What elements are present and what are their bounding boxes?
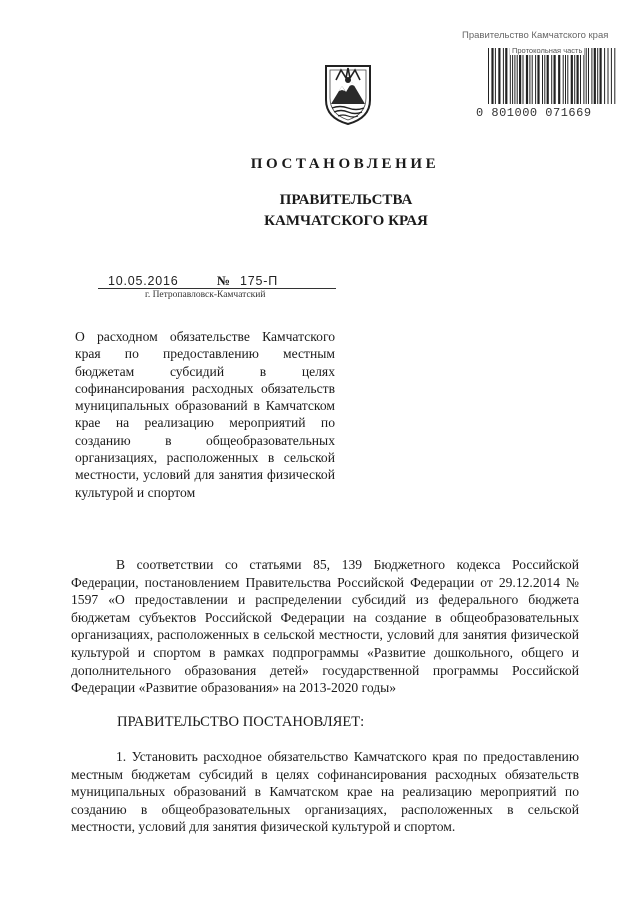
date-underline — [98, 288, 336, 289]
barcode-digits: 0 801000 071669 — [476, 106, 592, 120]
registration-header: Правительство Камчатского края — [462, 30, 609, 41]
doc-type-title: ПОСТАНОВЛЕНИЕ — [250, 156, 440, 172]
decree-heading: ПРАВИТЕЛЬСТВО ПОСТАНОВЛЯЕТ: — [117, 714, 365, 730]
number-label: № — [217, 273, 231, 288]
authority-line-2: КАМЧАТСКОГО КРАЯ — [264, 213, 428, 229]
issuing-authority — [0, 190, 640, 232]
barcode-icon — [486, 48, 618, 104]
authority-line-1: ПРАВИТЕЛЬСТВА — [279, 192, 413, 208]
preamble-paragraph: В соответствии со статьями 85, 139 Бюджетного кодекса Российской Федерации, постановлением Правительства Российской Федерации от 29.12.2014 № 1597 «О предоставлении и распределении субсидий из федерального бюджета бюджетам субъектов Российской Федерации на создание в общеобразовательных организациях, расположенных в сельской местности, условий для занятия физической культурой и спортом в рамках подпрограммы «Развитие дошкольного, общего и дополнительного образования детей» государственной программы Российской Федерации «Развитие образования» на 2013-2020 годы» — [71, 557, 579, 696]
document-subject: О расходном обязательстве Камчатского края по предоставлению местным бюджетам субсидий в целях софинансирования расходных обязательств муниципальных образований в Камчатском крае на реализацию мероприятий по созданию в общеобразовательных организациях, расположенных в сельской местности, условий для занятия физической культурой и спортом — [75, 329, 335, 500]
barcode — [486, 46, 618, 106]
kamchatka-coat-of-arms-icon — [322, 62, 374, 126]
document-date: 10.05.2016 — [108, 274, 179, 288]
issue-place: г. Петропавловск-Камчатский — [145, 290, 266, 300]
registration-sub-label: Протокольная часть — [512, 46, 583, 55]
document-number: 175-П — [240, 274, 279, 288]
clause-1-paragraph: 1. Установить расходное обязательство Камчатского края по предоставлению местным бюджетам субсидий в целях софинансирования расходных обязательств муниципальных образований в Камчатском крае на реализацию мероприятий по созданию в общеобразовательных организациях, расположенных в сельской местности, условий для занятия физической культурой и спортом. — [71, 749, 579, 835]
